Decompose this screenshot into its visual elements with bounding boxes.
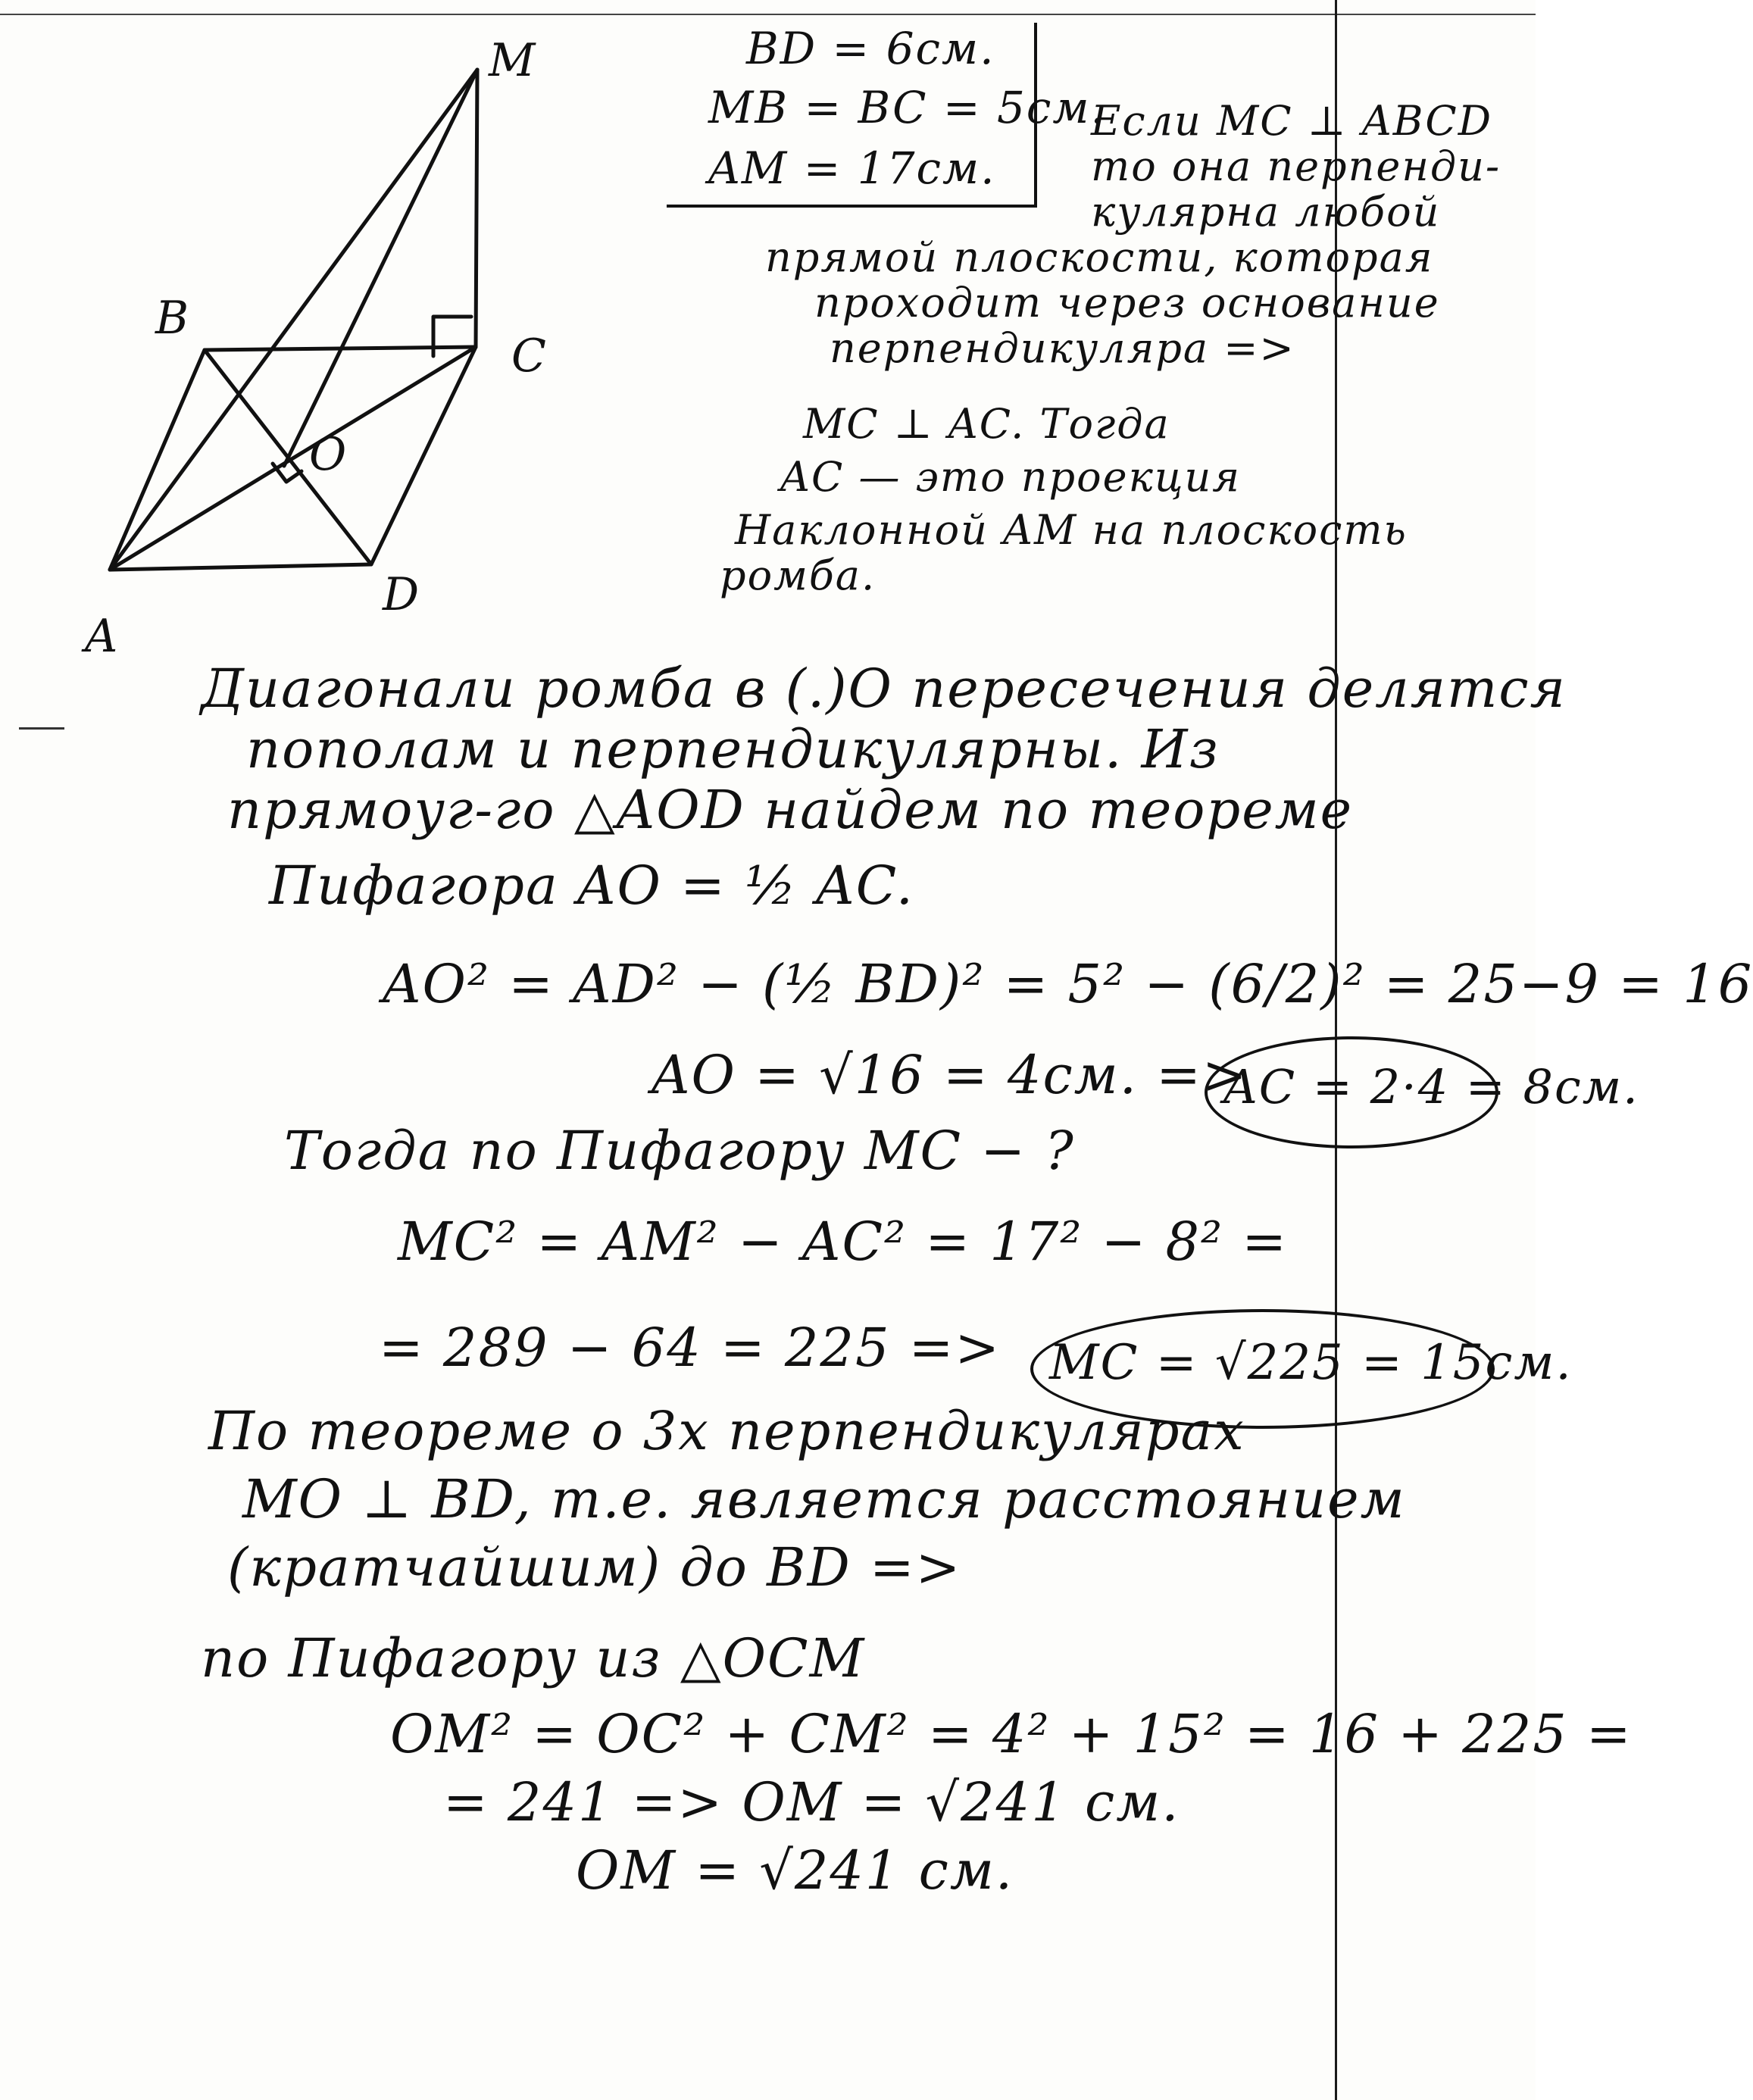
note-line-5: проходит через основание [814, 279, 1440, 327]
solution-line-12: (кратчайшим) до BD => [227, 1536, 962, 1598]
solution-line-14: OM² = OC² + CM² = 4² + 15² = 16 + 225 = [390, 1703, 1633, 1765]
note-line-7: MC ⊥ AC. Тогда [803, 400, 1170, 448]
solution-line-13: по Пифагору из △OCM [201, 1627, 866, 1689]
note-line-1: Если MC ⊥ ABCD [1091, 97, 1493, 145]
answer-ac: AC = 2·4 = 8см. [1223, 1059, 1639, 1114]
answer-mc: MC = √225 = 15см. [1049, 1335, 1573, 1391]
solution-line-7: Тогда по Пифагору MC − ? [284, 1120, 1075, 1182]
label-d: D [383, 568, 420, 621]
margin-dash [19, 727, 64, 730]
label-a: A [85, 610, 118, 663]
solution-line-15: = 241 => OM = √241 см. [443, 1771, 1180, 1833]
solution-line-8: MC² = AM² − AC² = 17² − 8² = [398, 1211, 1289, 1273]
given-am: AM = 17см. [708, 142, 996, 194]
solution-line-11: MO ⊥ BD, т.е. является расстоянием [242, 1468, 1406, 1530]
label-b: B [155, 292, 189, 345]
given-mb-bc: MB = BC = 5см. [708, 82, 1106, 133]
note-line-4: прямой плоскости, которая [765, 233, 1434, 281]
solution-line-9: = 289 − 64 = 225 => [379, 1317, 1001, 1379]
note-line-2: то она перпенди- [1091, 142, 1501, 190]
solution-line-6: AO = √16 = 4см. => [652, 1044, 1248, 1106]
right-angle-mark-c [433, 317, 471, 356]
solution-line-2: пополам и перпендикулярны. Из [246, 718, 1220, 780]
perpendicular-mc [476, 70, 477, 347]
given-bd: BD = 6см. [746, 23, 995, 74]
label-o: O [309, 428, 347, 481]
solution-line-4: Пифагора AO = ½ AC. [269, 855, 915, 917]
solution-line-1: Диагонали ромба в (.)O пересечения делятся [201, 658, 1567, 720]
label-c: C [511, 330, 546, 383]
note-line-3: кулярна любой [1091, 188, 1441, 236]
solution-line-10: По теореме о 3х перпендикулярах [208, 1400, 1245, 1462]
note-line-6: перпендикуляра => [830, 324, 1295, 372]
solution-line-5: AO² = AD² − (½ BD)² = 5² − (6/2)² = 25−9 = 16 [383, 953, 1753, 1015]
solution-line-16: OM = √241 см. [576, 1839, 1014, 1902]
solution-line-3: прямоуг-го △AOD найдем по теореме [227, 779, 1354, 841]
note-line-10: ромба. [720, 552, 876, 599]
label-m: M [489, 34, 536, 87]
note-line-8: AC — это проекция [780, 453, 1242, 501]
note-line-9: Наклонной AM на плоскость [735, 506, 1408, 554]
